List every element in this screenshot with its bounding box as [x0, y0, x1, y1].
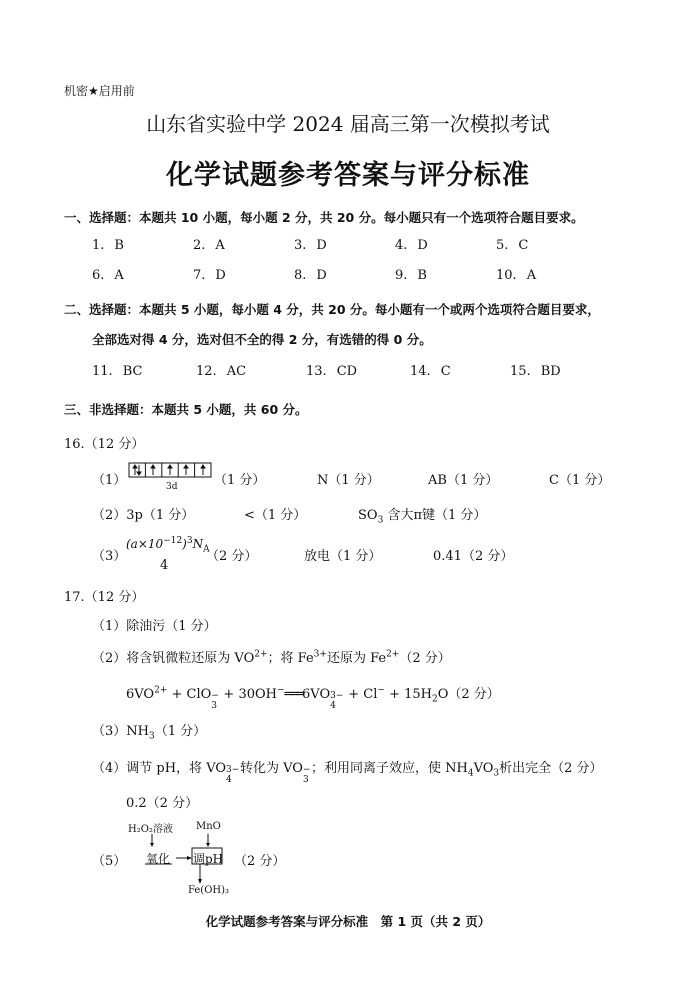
answer-item — [496, 238, 528, 253]
answer-value: D — [215, 268, 226, 283]
answer-number: 12. — [196, 364, 217, 379]
flow-step-oxidize: 氧化 — [146, 852, 171, 866]
q16-part3-answer-c: 0.41（2 分） — [433, 549, 514, 564]
answer-value: C — [518, 238, 529, 253]
answer-number: 8. — [294, 268, 307, 283]
answer-number: 3. — [294, 238, 307, 253]
answer-item — [395, 268, 427, 283]
flow-step-adjust-ph: 调pH — [193, 852, 224, 866]
answer-value: D — [316, 268, 327, 283]
document-title: 化学试题参考答案与评分标准 — [166, 160, 530, 191]
answer-value: D — [316, 238, 327, 253]
answer-number: 7. — [193, 268, 206, 283]
answer-item — [395, 238, 428, 253]
q16-part1-prefix: （1） — [92, 473, 127, 488]
flow-product-feoh3: Fe(OH)₃ — [188, 885, 230, 896]
answer-value: B — [114, 238, 124, 253]
answer-item — [193, 238, 225, 253]
answer-item — [92, 268, 124, 283]
answer-item — [193, 268, 226, 283]
answer-item — [306, 364, 357, 379]
q17-label: 17.（12 分） — [64, 590, 145, 605]
answer-number: 4. — [395, 238, 408, 253]
answer-value: BD — [540, 364, 561, 379]
section2-heading-line2: 全部选对得 4 分，选对但不全的得 2 分，有选错的得 0 分。 — [92, 332, 432, 347]
answer-number: 13. — [306, 364, 327, 379]
q16-part1-answer-d: C（1 分） — [549, 473, 611, 488]
answer-number: 11. — [92, 364, 113, 379]
q16-label: 16.（12 分） — [64, 437, 145, 452]
answer-value: C — [440, 364, 451, 379]
answer-value: AC — [226, 364, 247, 379]
q17-part4: （4）调节 pH，将 VO 3− 4 转化为 VO − 3 ；利用同离子效应，使 $NH_4VO_3$析出完全（2 分） — [92, 761, 603, 785]
section1-heading: 一、选择题：本题共 10 小题，每小题 2 分，共 20 分。每小题只有一个选项符合题目要求。 — [64, 210, 584, 225]
answer-number: 14. — [410, 364, 431, 379]
q16-part3-answer-b: 放电（1 分） — [304, 549, 382, 564]
confidential-label: 机密★启用前 — [64, 84, 135, 98]
q16-part2-answer-b: <（1 分） — [244, 508, 307, 523]
orbital-diagram — [128, 462, 212, 482]
q17-equation: $6VO^{2+}$ + ClO − 3 + 30OH−═══6VO 3− 4 + $Cl^- + 15H_2O(2$ 分） — [126, 685, 500, 711]
answer-number: 9. — [395, 268, 408, 283]
answer-number: 5. — [496, 238, 509, 253]
answer-item — [510, 364, 561, 379]
answer-number: 1. — [92, 238, 105, 253]
answer-item — [294, 238, 327, 253]
answer-value: B — [417, 268, 427, 283]
answer-item — [410, 364, 451, 379]
answer-value: A — [526, 268, 537, 283]
q17-part4-value: 0.2（2 分） — [126, 796, 199, 811]
q16-part2-answer-a: （2）3p（1 分） — [92, 508, 195, 523]
answer-item — [496, 268, 536, 283]
answer-value: A — [215, 238, 225, 253]
q16-fraction-numerator: $(a\times 10^{-12})^3N_A$ — [126, 536, 210, 555]
section2-heading: 二、选择题：本题共 5 小题，每小题 4 分，共 20 分。每小题有一个或两个选项符合题目要求， — [64, 302, 600, 317]
q17-part2: （2）将含钒微粒还原为 $VO^{2+}$；将 $Fe^{3+}$还原为 $Fe^{2+}(2$ 分） — [92, 649, 451, 666]
answer-value: BC — [122, 364, 143, 379]
answer-number: 10. — [496, 268, 517, 283]
q16-part1-score: （1 分） — [214, 473, 266, 488]
section3-heading: 三、非选择题：本题共 5 小题，共 60 分。 — [64, 402, 308, 417]
answer-number: 2. — [193, 238, 206, 253]
answer-item — [92, 364, 142, 379]
orbital-label: 3d — [166, 482, 178, 492]
q16-fraction-denominator: 4 — [160, 558, 169, 573]
answer-item — [294, 268, 327, 283]
answer-number: 6. — [92, 268, 105, 283]
q17-part5-prefix: （5） — [92, 854, 127, 869]
answer-item — [92, 238, 124, 253]
q16-part1-answer-c: AB（1 分） — [428, 473, 499, 488]
page-footer: 化学试题参考答案与评分标准 第 1 页（共 2 页） — [205, 914, 491, 929]
answer-value: A — [114, 268, 124, 283]
answer-value: D — [417, 238, 428, 253]
q17-part5-score: （2 分） — [234, 854, 286, 869]
answer-number: 15. — [510, 364, 531, 379]
q17-part3: $(3)NH_3(1$ 分） — [92, 724, 207, 742]
q17-part1: （1）除油污（1 分） — [92, 619, 217, 634]
flow-reagent-h2o2: H₂O₂溶液 — [128, 824, 173, 835]
q16-part2-answer-c: $SO_3$ 含大π键（1 分） — [358, 508, 487, 526]
answer-value: CD — [336, 364, 358, 379]
answer-item — [196, 364, 246, 379]
q16-part1-answer-b: N（1 分） — [317, 473, 380, 488]
q16-part3-score: （2 分） — [206, 549, 258, 564]
q16-part3-prefix: （3） — [92, 549, 127, 564]
flow-reagent-mno: MnO — [196, 821, 221, 832]
exam-title: 山东省实验中学 2024 届高三第一次模拟考试 — [146, 112, 550, 136]
